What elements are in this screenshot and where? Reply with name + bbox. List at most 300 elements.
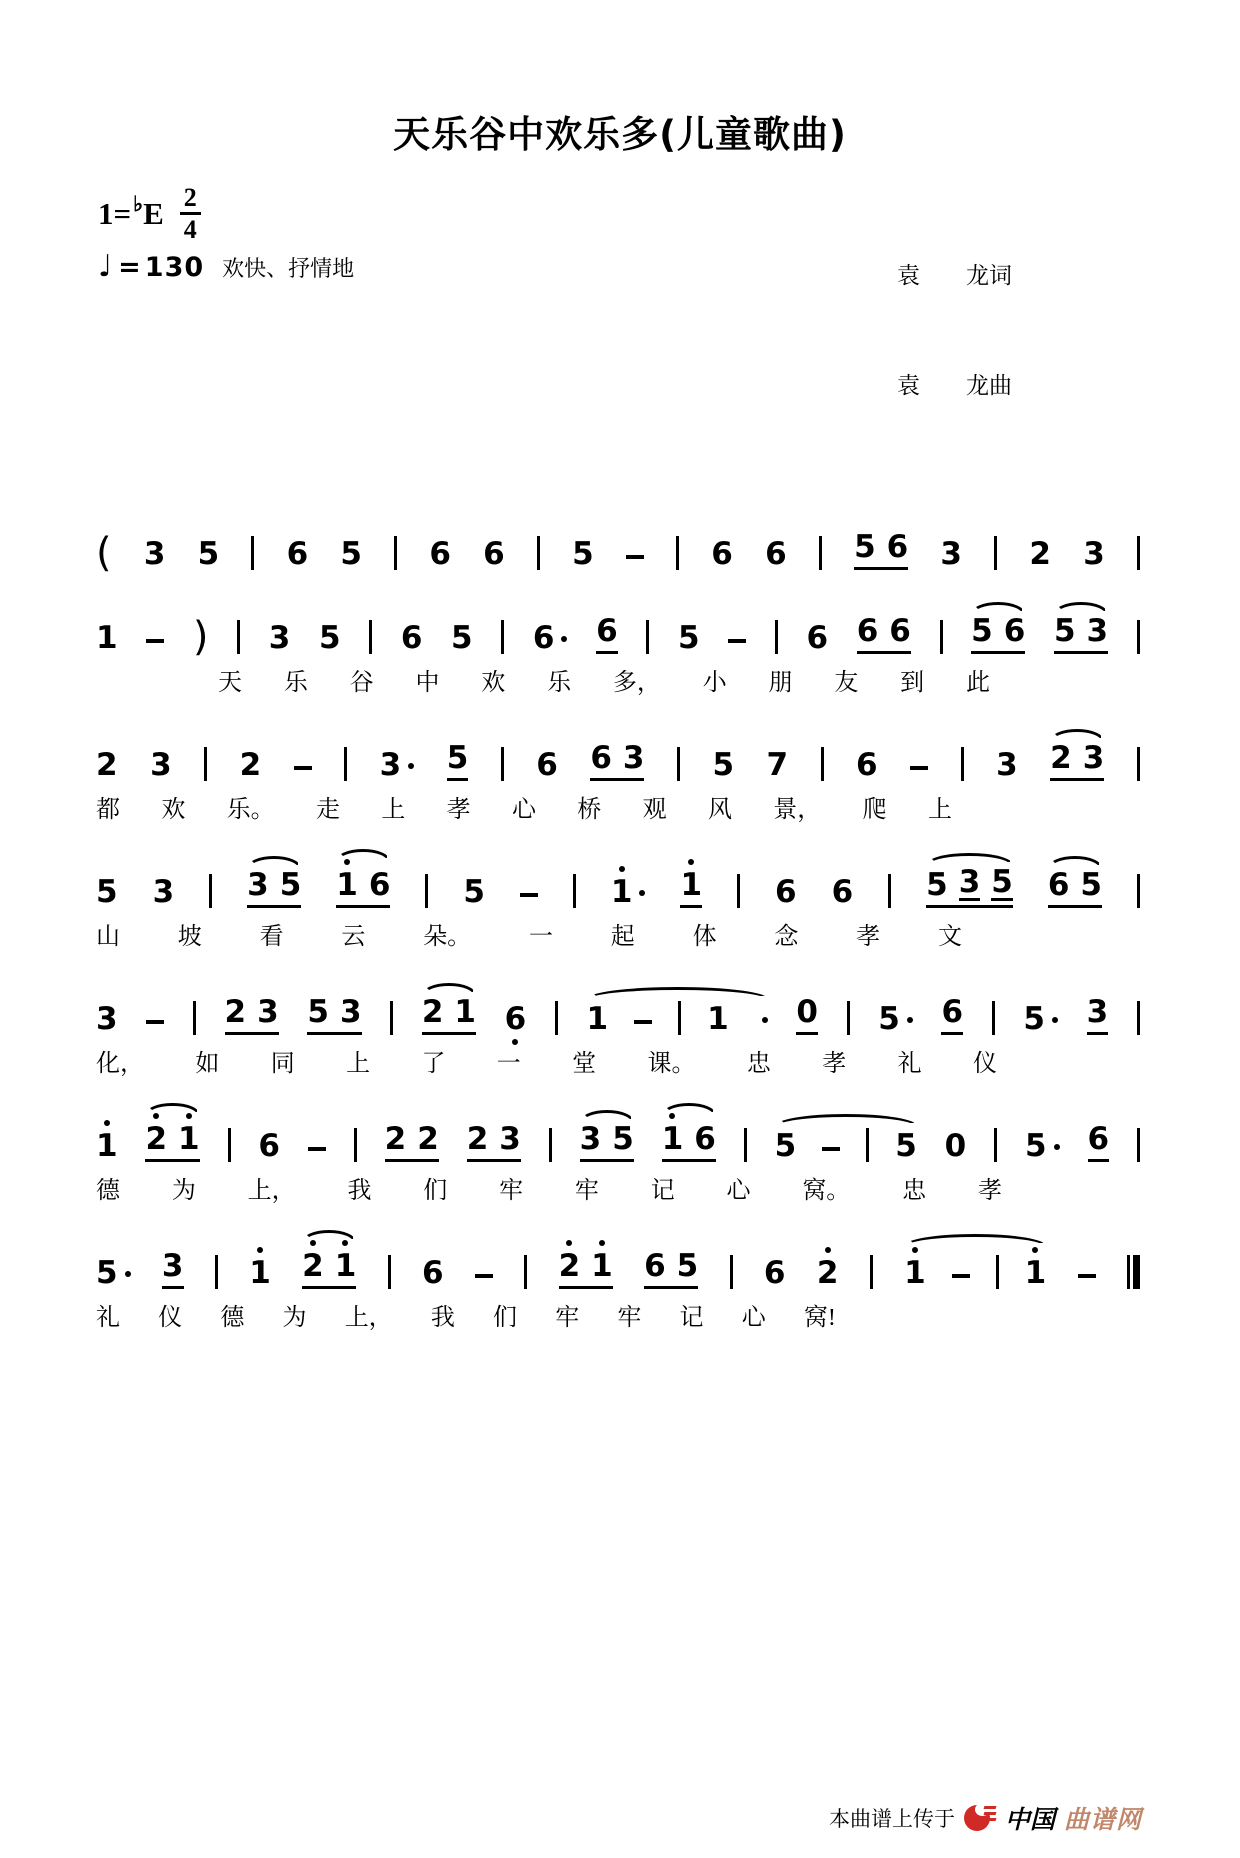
barline — [549, 1128, 552, 1162]
note: 2 — [302, 1251, 324, 1282]
note: 2 — [1029, 536, 1051, 573]
note-group — [524, 1255, 527, 1289]
note-group — [796, 994, 818, 1035]
barline — [737, 874, 740, 908]
note-group — [96, 620, 118, 657]
barline — [1137, 874, 1140, 908]
note-group — [994, 1128, 997, 1162]
lyric-syllable: 到 — [900, 670, 925, 697]
note: 6 — [886, 529, 909, 566]
note: 1 — [249, 1258, 271, 1289]
duration-dash — [634, 1020, 652, 1024]
lyric-syllable: 孝 — [446, 797, 471, 824]
octave-dot-above — [825, 1247, 831, 1253]
note: 6 — [765, 536, 787, 573]
note-group — [744, 1128, 747, 1162]
note: 1 — [96, 1131, 118, 1162]
lyrics-line-1 — [218, 662, 990, 697]
note-group — [1025, 1128, 1060, 1165]
logo-staff-line — [983, 1812, 996, 1815]
note: 6 — [694, 1121, 716, 1158]
lyric-syllable: 窝。 — [802, 1178, 851, 1205]
barline — [847, 1001, 850, 1035]
note-group — [258, 1128, 280, 1165]
lyric-syllable: 上 — [381, 797, 406, 824]
note-group — [379, 747, 415, 784]
note-group — [501, 747, 504, 781]
note: 5 — [1025, 1128, 1047, 1165]
note-group — [369, 620, 372, 654]
lyric-syllable: 欢 — [161, 797, 186, 824]
note: 1 — [96, 620, 118, 657]
lyric-syllable: 们 — [423, 1178, 448, 1205]
notation-line-7 — [96, 1231, 1140, 1292]
lyric-syllable: 桥 — [577, 797, 602, 824]
lyric-syllable: 德 — [220, 1305, 245, 1332]
lyric-syllable: 同 — [270, 1051, 295, 1078]
note-group — [676, 536, 679, 570]
slur-arc — [587, 987, 768, 999]
meta-row — [98, 184, 1012, 478]
duration-dash — [952, 1274, 970, 1278]
lyric-syllable: 记 — [650, 1178, 675, 1205]
barline — [870, 1255, 873, 1289]
note-group — [944, 1128, 967, 1165]
slurred-note-group — [302, 1248, 357, 1289]
note-group — [215, 1255, 218, 1289]
note-group — [1137, 1128, 1140, 1162]
key-equals: = — [113, 196, 132, 232]
note-group — [146, 1020, 164, 1035]
note-group — [819, 536, 822, 570]
note: 3 — [622, 740, 645, 777]
tempo-marking — [98, 249, 355, 285]
note-group — [596, 613, 618, 654]
lyric-syllable: 牢 — [574, 1178, 599, 1205]
duration-dash — [146, 1020, 164, 1024]
note: 6 — [806, 620, 829, 657]
note: 3 — [257, 994, 279, 1031]
note: 6 — [711, 536, 733, 573]
note-group — [730, 1255, 733, 1289]
note: 1 — [178, 1124, 200, 1155]
note-group — [96, 874, 118, 911]
lyrics-line-6 — [96, 1297, 836, 1332]
lyric-syllable: 仪 — [972, 1051, 997, 1078]
lyric-syllable: 化， — [96, 1051, 144, 1078]
note: 2 — [817, 1258, 839, 1289]
note-group — [204, 747, 207, 781]
lyric-syllable: 乐。 — [226, 797, 275, 824]
augmentation-dot — [762, 1017, 768, 1023]
note: 6 — [1003, 613, 1026, 650]
duration-dash — [475, 1274, 493, 1278]
barline — [994, 536, 997, 570]
note: 3 — [161, 1248, 184, 1285]
note-group — [549, 1128, 552, 1162]
note-group — [344, 747, 347, 781]
octave-dot-above — [566, 1240, 572, 1246]
note: 1 — [904, 1258, 926, 1289]
logo-staff-line — [983, 1818, 996, 1821]
slurred-note-group — [661, 1121, 716, 1162]
barline — [961, 747, 964, 781]
note-group — [532, 620, 568, 657]
notation-line-6 — [96, 1104, 1140, 1165]
octave-dot-above — [599, 1240, 605, 1246]
flat-sign: ♭ — [133, 192, 144, 217]
octave-dot-below — [512, 1039, 518, 1045]
barline — [775, 620, 778, 654]
note-group — [354, 1128, 357, 1162]
slurred-note-group — [1050, 740, 1105, 781]
augmentation-dot — [125, 1271, 131, 1277]
lyric-syllable: 一 — [496, 1051, 521, 1078]
note-group — [390, 1001, 393, 1035]
barline — [209, 874, 212, 908]
credits-block — [897, 184, 1012, 478]
octave-dot-above — [342, 1240, 348, 1246]
duration-dash — [626, 555, 644, 559]
note-group — [96, 1001, 118, 1038]
note-group — [941, 994, 964, 1035]
score — [96, 512, 1140, 1332]
note-group — [816, 1255, 839, 1292]
lyric-syllable: 忠 — [746, 1051, 771, 1078]
note-group — [888, 874, 891, 908]
note: 6 — [1047, 867, 1070, 904]
note-group — [711, 536, 733, 573]
barline — [555, 1001, 558, 1035]
note-group — [209, 874, 212, 908]
lyrics-line-2 — [96, 789, 952, 824]
barline — [394, 536, 397, 570]
note-group — [555, 1001, 558, 1035]
note-group — [425, 874, 428, 908]
barline — [866, 1128, 869, 1162]
note-group — [646, 620, 649, 654]
note-group — [537, 536, 540, 570]
notation-line-4 — [96, 850, 1140, 911]
lyrics-line-3 — [96, 916, 962, 951]
note-group — [446, 740, 469, 781]
site-logo-icon — [964, 1803, 996, 1833]
note-group — [400, 620, 423, 657]
barline — [821, 747, 824, 781]
note: 3 — [150, 747, 172, 784]
barline — [730, 1255, 733, 1289]
note: 5 — [1080, 867, 1102, 904]
barline — [1137, 536, 1140, 570]
note: 5 — [676, 1248, 699, 1285]
note: 1 — [680, 870, 702, 901]
lyric-syllable: 起 — [610, 924, 635, 951]
augmentation-dot — [408, 763, 414, 769]
lyric-syllable: 礼 — [96, 1305, 120, 1332]
note-group — [192, 614, 209, 661]
note-group — [766, 747, 789, 784]
duration-dash — [728, 639, 746, 643]
parenthesis: ( — [96, 530, 112, 577]
note-group — [775, 620, 778, 654]
octave-dot-above — [186, 1113, 192, 1119]
lyric-syllable: 山 — [96, 924, 120, 951]
note-group — [847, 1001, 850, 1035]
barline — [193, 1001, 196, 1035]
barline — [573, 874, 576, 908]
note: 3 — [996, 747, 1018, 784]
barline — [994, 1128, 997, 1162]
lyric-syllable: 如 — [195, 1051, 220, 1078]
note: 5 — [878, 1001, 900, 1038]
note: 1 — [662, 1124, 684, 1155]
note: 2 — [384, 1121, 407, 1158]
note: 3 — [268, 620, 291, 657]
barline — [537, 536, 540, 570]
lyric-syllable: 孝 — [856, 924, 881, 951]
note-group — [1078, 1274, 1096, 1289]
lyrics-line-4 — [96, 1043, 997, 1078]
barline — [676, 536, 679, 570]
barline — [215, 1255, 218, 1289]
note-group — [249, 1255, 271, 1292]
slurred-note-group — [247, 867, 302, 908]
note-group — [856, 613, 911, 654]
lyric-syllable: 堂 — [572, 1051, 597, 1078]
note-group — [463, 874, 485, 911]
lyric-syllable: 天 — [218, 670, 242, 697]
slur-arc — [775, 1114, 917, 1126]
note: 5 — [318, 620, 341, 657]
lyric-syllable: 上 — [927, 797, 952, 824]
lyric-syllable: 上， — [247, 1178, 296, 1205]
lyric-syllable: 观 — [642, 797, 667, 824]
note: 3 — [958, 864, 981, 901]
note: 3 — [499, 1121, 521, 1158]
note-group — [536, 747, 558, 784]
lyric-syllable: 友 — [834, 670, 859, 697]
lyric-syllable: 景， — [773, 797, 822, 824]
note-group — [737, 874, 740, 908]
lyric-syllable: 我 — [430, 1305, 455, 1332]
lyric-syllable: 孝 — [977, 1178, 1002, 1205]
barline — [204, 747, 207, 781]
note-group — [590, 740, 645, 781]
note: 2 — [1050, 740, 1072, 777]
note-group — [429, 536, 451, 573]
note-group — [388, 1255, 391, 1289]
lyric-syllable: 为 — [171, 1178, 196, 1205]
note: 5 — [307, 994, 329, 1031]
barline — [677, 747, 680, 781]
note-group — [1083, 536, 1105, 573]
barline — [1137, 747, 1140, 781]
slurred-note-group — [336, 867, 391, 908]
lyric-syllable: 了 — [421, 1051, 446, 1078]
note: 5 — [971, 613, 993, 650]
note-group — [466, 1121, 521, 1162]
key-tonic: 1 — [98, 196, 114, 232]
note: 1 — [707, 1001, 729, 1038]
duration-dash — [308, 1147, 326, 1151]
note: 3 — [96, 1001, 118, 1038]
note-group — [504, 1001, 527, 1038]
note-group — [318, 620, 341, 657]
note: 5 — [895, 1128, 917, 1165]
note: 6 — [941, 994, 964, 1031]
note: 6 — [536, 747, 558, 784]
barline — [251, 536, 254, 570]
note-group — [610, 874, 646, 911]
note: 3 — [152, 874, 175, 911]
note-group — [501, 620, 504, 654]
note-group — [224, 994, 279, 1035]
note-group — [775, 874, 797, 911]
note-group — [626, 555, 644, 570]
note-group — [961, 747, 964, 781]
note-group — [763, 1255, 786, 1292]
note: 6 — [400, 620, 423, 657]
duration-dash — [520, 893, 538, 897]
lyric-syllable: 风 — [707, 797, 732, 824]
barline — [992, 1001, 995, 1035]
note-group — [1127, 1255, 1140, 1289]
barline — [996, 1255, 999, 1289]
note: 1 — [611, 877, 633, 908]
note-group — [1023, 1001, 1058, 1038]
octave-dot-above — [153, 1113, 159, 1119]
note: 1 — [336, 870, 358, 901]
barline — [344, 747, 347, 781]
note: 5 — [572, 536, 594, 573]
barline — [1137, 1128, 1140, 1162]
note: 5 — [340, 536, 362, 573]
note: 5 — [1053, 613, 1076, 650]
barline — [646, 620, 649, 654]
note: 5 — [991, 864, 1013, 901]
barline — [888, 874, 891, 908]
note: 6 — [532, 620, 555, 657]
note-group — [878, 1001, 913, 1038]
barline — [678, 1001, 681, 1035]
footer-site-name: 曲谱网 — [1063, 1805, 1142, 1834]
lyric-syllable: 走 — [315, 797, 340, 824]
note-group — [150, 747, 172, 784]
lyric-syllable: 我 — [347, 1178, 372, 1205]
augmentation-dot — [907, 1017, 913, 1023]
duration-dash — [910, 766, 928, 770]
note: 5 — [774, 1128, 797, 1165]
note-group — [143, 536, 166, 573]
note: 3 — [1086, 613, 1109, 650]
note: 3 — [379, 747, 402, 784]
lyric-syllable: 坡 — [177, 924, 202, 951]
note-group — [765, 536, 787, 573]
lyric-syllable: 朋 — [768, 670, 793, 697]
lyric-syllable: 乐 — [547, 670, 572, 697]
note: 5 — [854, 529, 876, 566]
lyric-syllable: 礼 — [897, 1051, 922, 1078]
note: 2 — [145, 1124, 167, 1155]
lyric-syllable: 乐 — [283, 670, 308, 697]
slurred-note-group — [145, 1121, 200, 1162]
lyric-syllable: 牢 — [499, 1178, 524, 1205]
duration-dash — [822, 1147, 840, 1151]
tempo-expression: 欢快、抒情地 — [222, 255, 355, 281]
note-group — [806, 620, 829, 657]
note: 3 — [247, 867, 269, 904]
note-group — [1137, 536, 1140, 570]
note-group — [992, 1001, 995, 1035]
note: 3 — [1082, 740, 1105, 777]
note: 5 — [712, 747, 735, 784]
barline — [524, 1255, 527, 1289]
note: 1 — [335, 1251, 357, 1282]
note: 1 — [1025, 1258, 1047, 1289]
note-group — [193, 1001, 196, 1035]
lyric-syllable: 多， — [612, 670, 661, 697]
note-group — [307, 994, 362, 1035]
slurred-note-group — [579, 1121, 634, 1162]
final-barline — [1127, 1255, 1140, 1289]
note: 6 — [258, 1128, 280, 1165]
barline — [940, 620, 943, 654]
note: 3 — [579, 1121, 602, 1158]
augmentation-dot — [561, 636, 567, 642]
duration-dash — [294, 766, 312, 770]
note-group — [1137, 874, 1140, 908]
note: 7 — [766, 747, 789, 784]
lyric-syllable: 朵。 — [423, 924, 472, 951]
note-group — [268, 620, 291, 657]
lyric-syllable: 上 — [346, 1051, 371, 1078]
note-group — [821, 747, 824, 781]
note-group — [421, 1255, 444, 1292]
barline — [1137, 620, 1140, 654]
note: 6 — [775, 874, 797, 911]
note-group — [558, 1248, 613, 1289]
slurred-note-group — [774, 1128, 917, 1165]
note-group — [854, 529, 909, 570]
note: 6 — [831, 874, 854, 911]
note-group — [1029, 536, 1051, 573]
note-group — [1137, 1001, 1140, 1035]
note-group — [644, 1248, 699, 1289]
notation-line-2 — [96, 596, 1140, 661]
slurred-note-group — [926, 864, 1013, 908]
slurred-note-group — [1053, 613, 1109, 654]
slurred-note-group — [971, 613, 1026, 654]
lyric-syllable: 都 — [96, 797, 120, 824]
note-group — [994, 536, 997, 570]
note-group — [96, 1255, 131, 1292]
note: 6 — [368, 867, 391, 904]
note-group — [677, 747, 680, 781]
note-group — [152, 874, 175, 911]
notation-line-3 — [96, 723, 1140, 784]
note-group — [940, 620, 943, 654]
parenthesis: ) — [192, 614, 209, 661]
note: 5 — [1023, 1001, 1045, 1038]
logo-staff-line — [983, 1806, 996, 1809]
note: 6 — [505, 1004, 527, 1035]
lyric-syllable: 看 — [259, 924, 284, 951]
octave-dot-above — [912, 1247, 918, 1253]
key-tempo-block — [98, 184, 354, 283]
note: 1 — [454, 994, 476, 1031]
lyric-syllable: 心 — [741, 1305, 766, 1332]
augmentation-dot — [1054, 1144, 1060, 1150]
